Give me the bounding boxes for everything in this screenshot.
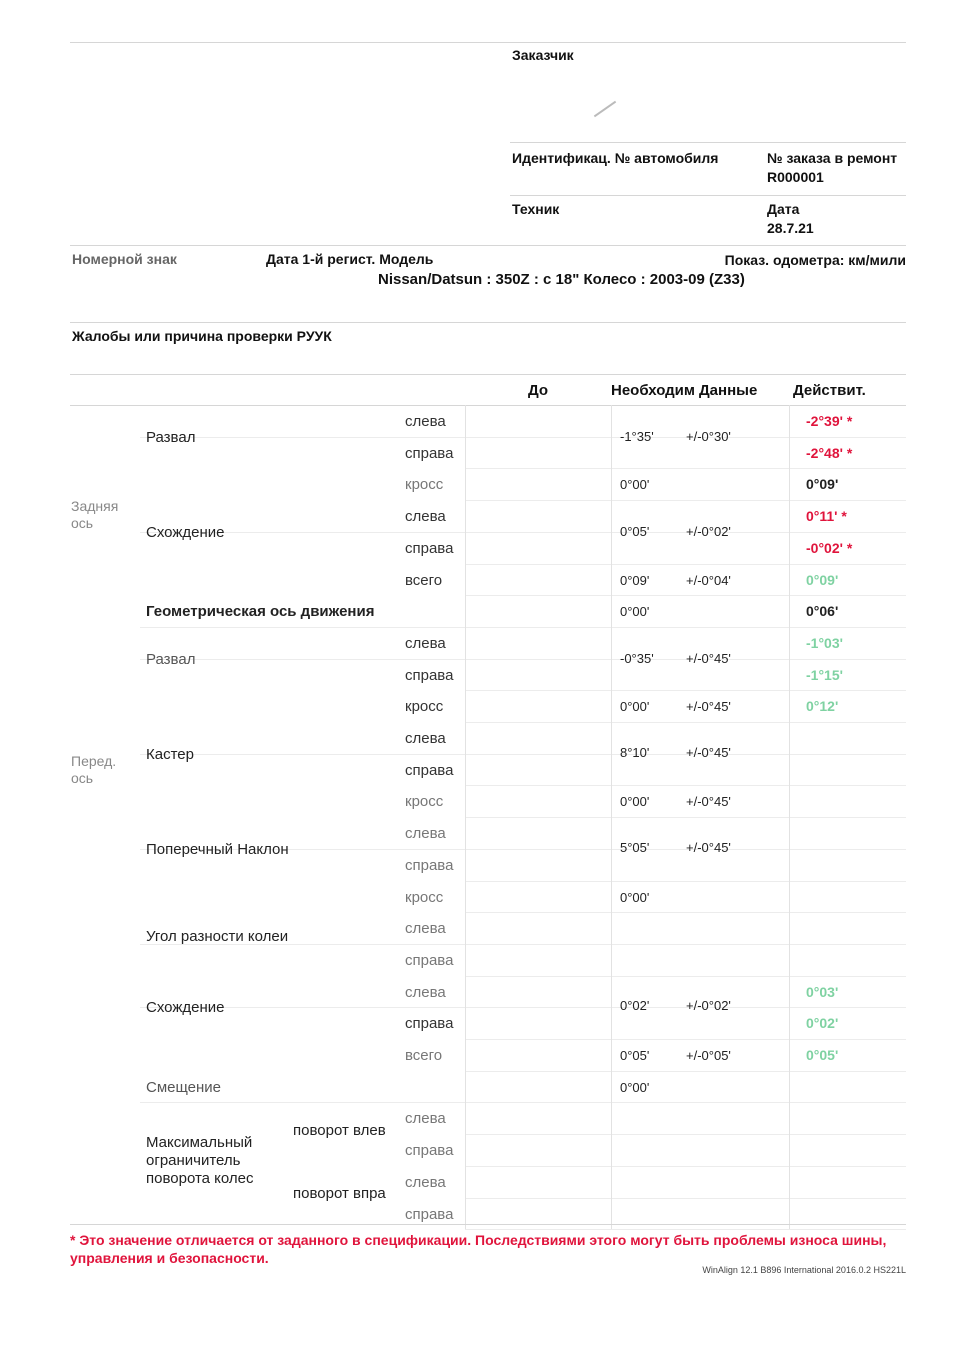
sub-label: кросс <box>405 793 444 811</box>
rule-header-1 <box>510 142 906 143</box>
sub-label: слева <box>405 920 446 938</box>
row-separator <box>140 532 906 533</box>
order-value: R000001 <box>767 169 824 185</box>
actual-value: -1°15' <box>806 666 843 683</box>
table-bottom <box>70 1224 906 1225</box>
row-separator <box>140 659 906 660</box>
actual-value: -0°02' * <box>806 539 853 556</box>
row-separator <box>465 785 906 786</box>
required-value: 0°00' <box>620 604 650 620</box>
sub-label: слева <box>405 508 446 526</box>
vin-label: Идентификац. № автомобиля <box>512 150 719 166</box>
front-camber-tolerance: +/-0°45' <box>686 651 731 666</box>
front-camber-required: -0°35' <box>620 651 654 666</box>
complaints-label: Жалобы или причина проверки РУУК <box>72 328 332 344</box>
rear-camber-required: -1°35' <box>620 429 654 444</box>
param-label: Развал <box>146 428 196 446</box>
param-label: Кастер <box>146 745 194 763</box>
required-value: 0°00' <box>620 699 650 715</box>
sub-label: кросс <box>405 698 444 716</box>
column-separator <box>789 405 790 1229</box>
row-separator <box>140 1007 906 1008</box>
sub-label: справа <box>405 951 454 969</box>
row-separator <box>465 500 906 501</box>
rule-header-2 <box>510 195 906 196</box>
row-separator <box>465 468 906 469</box>
param-label: Смещение <box>146 1078 222 1096</box>
sub-label: справа <box>405 444 454 462</box>
tolerance-value: +/-0°45' <box>686 699 731 715</box>
sub-label: справа <box>405 666 454 684</box>
rule-header-3 <box>70 245 906 246</box>
actual-value: 0°03' <box>806 983 839 1000</box>
row-separator <box>465 1071 906 1072</box>
row-separator <box>140 754 906 755</box>
sub-label: справа <box>405 1015 454 1033</box>
actual-value: 0°06' <box>806 603 839 620</box>
col-before-header: До <box>528 382 549 399</box>
date-label: Дата <box>767 201 800 217</box>
turn-left-label: поворот влев <box>293 1122 386 1139</box>
actual-value: -2°39' * <box>806 413 853 429</box>
front-toe-tolerance: +/-0°02' <box>686 998 731 1013</box>
sub-label: справа <box>405 1142 454 1160</box>
tolerance-value: +/-0°45' <box>686 794 731 810</box>
tolerance-value: +/-0°05' <box>686 1048 731 1063</box>
sub-label: справа <box>405 761 454 779</box>
row-separator <box>465 1166 906 1167</box>
row-separator <box>465 564 906 565</box>
row-separator <box>140 437 906 438</box>
order-label: № заказа в ремонт <box>767 150 898 166</box>
max-turn-label: Максимальный ограничитель поворота колес <box>146 1134 254 1187</box>
param-label: Геометрическая ось движения <box>146 603 375 621</box>
row-separator <box>465 1039 906 1040</box>
required-value: 0°00' <box>620 889 650 905</box>
required-value: 0°05' <box>620 1048 650 1063</box>
rear-axle-label: Задняя ось <box>71 498 119 531</box>
rear-camber-tolerance: +/-0°30' <box>686 429 731 444</box>
sub-label: слева <box>405 634 446 652</box>
reg-model-label: Дата 1-й регист. Модель <box>266 251 434 267</box>
front-axle-label: Перед. ось <box>71 753 117 786</box>
param-label: Схождение <box>146 999 225 1017</box>
col-actual-header: Действит. <box>793 382 866 399</box>
sai-required: 5°05' <box>620 840 650 855</box>
signature-mark <box>594 101 616 118</box>
tech-label: Техник <box>512 201 560 217</box>
param-label: Поперечный Наклон <box>146 840 289 858</box>
front-toe-required: 0°02' <box>620 998 650 1013</box>
sub-label: кросс <box>405 888 444 906</box>
odometer-label: Показ. одометра: км/мили <box>724 252 906 268</box>
vehicle-model: Nissan/Datsun : 350Z : с 18" Колесо : 2003-09 (Z33) <box>378 271 745 288</box>
row-separator <box>465 595 906 596</box>
sub-label: слева <box>405 730 446 747</box>
rule-table-header <box>70 405 906 406</box>
caster-required: 8°10' <box>620 745 650 760</box>
rule-complaints <box>70 322 906 323</box>
sub-label: всего <box>405 1047 443 1064</box>
row-separator <box>140 1102 906 1103</box>
param-label: Угол разности колеи <box>146 928 289 946</box>
sai-tolerance: +/-0°45' <box>686 840 731 855</box>
sub-label: справа <box>405 1205 454 1223</box>
actual-value: 0°09' <box>806 476 839 493</box>
sub-label: слева <box>405 983 446 1001</box>
actual-value: 0°12' <box>806 698 839 715</box>
turn-right-label: поворот впра <box>293 1185 386 1202</box>
spec-warning: * Это значение отличается от заданного в спецификации. Последствиями этого могут быть проблемы износа шины, управления и безопасности. <box>70 1232 887 1266</box>
column-separator <box>465 405 466 1229</box>
row-separator <box>140 627 906 628</box>
rule-top <box>70 42 906 43</box>
rule-table-top <box>70 374 906 375</box>
rear-toe-tolerance: +/-0°02' <box>686 524 731 539</box>
caster-tolerance: +/-0°45' <box>686 745 731 760</box>
required-value: 0°00' <box>620 794 650 810</box>
row-separator <box>465 1134 906 1135</box>
sub-label: слева <box>405 1110 446 1128</box>
param-label: Развал <box>146 650 196 668</box>
param-label: Схождение <box>146 523 225 541</box>
sub-label: слева <box>405 825 446 843</box>
row-separator <box>465 1198 906 1199</box>
sub-label: слева <box>405 413 446 430</box>
sub-label: справа <box>405 539 454 557</box>
row-separator <box>465 976 906 977</box>
actual-value: 0°09' <box>806 571 839 588</box>
row-separator <box>465 912 906 913</box>
column-separator <box>611 405 612 1229</box>
actual-value: -1°03' <box>806 634 843 651</box>
actual-value: 0°05' <box>806 1047 839 1063</box>
actual-value: 0°11' * <box>806 508 847 525</box>
row-separator <box>465 690 906 691</box>
row-separator <box>465 817 906 818</box>
row-separator <box>465 881 906 882</box>
sub-label: всего <box>405 571 443 589</box>
actual-value: 0°02' <box>806 1015 839 1032</box>
col-required-header: Необходим <box>611 382 696 399</box>
plate-label: Номерной знак <box>72 251 177 267</box>
sub-label: кросс <box>405 476 444 494</box>
required-value: 0°09' <box>620 572 650 588</box>
customer-label: Заказчик <box>512 47 574 63</box>
actual-value: -2°48' * <box>806 444 853 461</box>
date-value: 28.7.21 <box>767 220 814 236</box>
row-separator <box>465 722 906 723</box>
tolerance-value: +/-0°04' <box>686 572 731 588</box>
sub-label: слева <box>405 1173 446 1191</box>
sub-label: справа <box>405 856 454 874</box>
software-version: WinAlign 12.1 B896 International 2016.0.2 HS221L <box>702 1265 906 1275</box>
required-value: 0°00' <box>620 1079 650 1095</box>
col-data-header: Данные <box>699 382 758 399</box>
required-value: 0°00' <box>620 477 650 493</box>
rear-toe-required: 0°05' <box>620 524 650 539</box>
